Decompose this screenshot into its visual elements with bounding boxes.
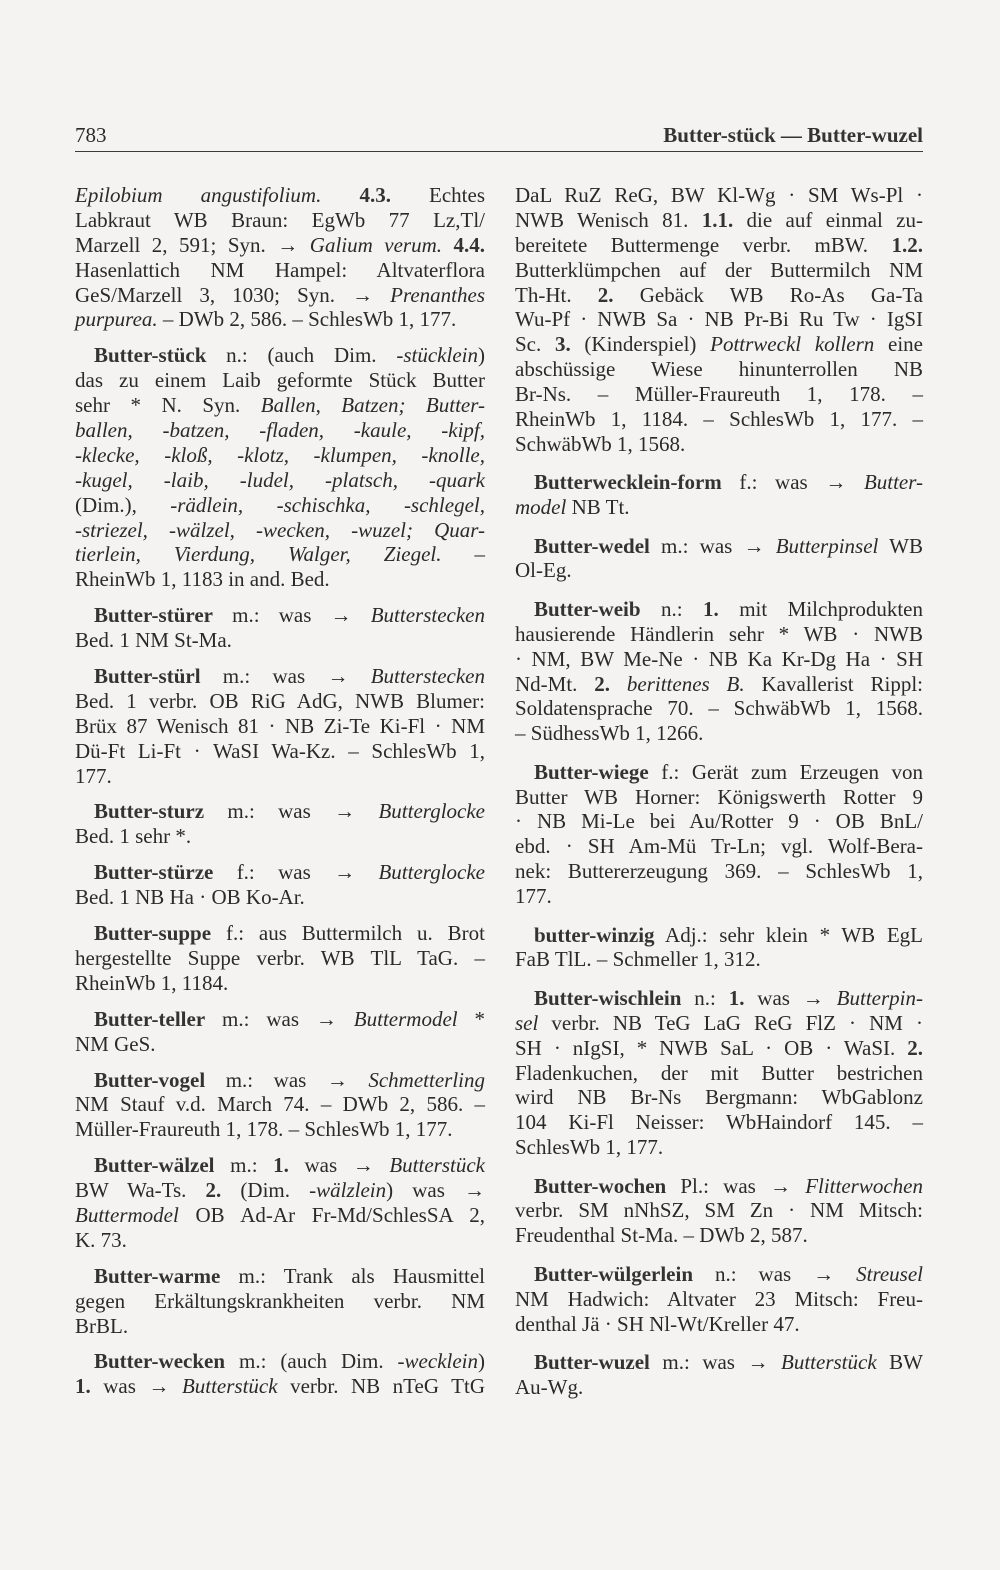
dictionary-entry (75, 1007, 485, 1057)
dictionary-entry (515, 1350, 923, 1400)
header-rule (75, 151, 923, 152)
text-line (75, 183, 485, 208)
italic-text: Butterstecken (370, 603, 485, 628)
text-line (515, 495, 923, 520)
text-line (515, 647, 923, 672)
text-run: m.: was → (649, 1349, 782, 1374)
headword: Butter-stürze (94, 860, 214, 885)
text-run: wird NB Br-Ns Bergmann: WbGablonz (515, 1085, 923, 1110)
text-line (75, 824, 485, 849)
italic-text: Butterglocke (378, 860, 485, 885)
text-line (75, 1032, 485, 1057)
italic-text: model (515, 495, 567, 520)
page-number: 783 (75, 123, 107, 147)
text-run: m.: (auch Dim. (225, 1349, 398, 1374)
text-line (75, 368, 485, 393)
sense-number: 1. (75, 1374, 91, 1399)
text-run: Freudenthal St-Ma. – DWb 2, 587. (515, 1223, 808, 1248)
text-line (75, 971, 485, 996)
text-line (75, 1068, 485, 1093)
running-head: Butter-stück — Butter-wuzel (663, 123, 923, 147)
text-line (75, 946, 485, 971)
text-line (515, 672, 923, 697)
dictionary-entry (515, 470, 923, 520)
italic-text: berittenes B. (626, 671, 745, 696)
text-run: mit Milchprodukten (718, 596, 923, 621)
text-line (75, 1349, 485, 1374)
text-run: f.: aus Buttermilch u. Brot (211, 921, 485, 946)
text-line (515, 1287, 923, 1312)
italic-text: tierlein, Vierdung, Walger, Ziegel. (75, 542, 442, 567)
text-run: denthal Jä · SH Nl-Wt/Kreller 47. (515, 1311, 800, 1336)
text-run: BW Wa-Ts. (75, 1178, 206, 1203)
sense-number: 2. (597, 282, 614, 307)
text-run: SH · nIgSI, * NWB SaL · OB · WaSI. (515, 1035, 908, 1060)
text-line (75, 885, 485, 910)
italic-text: Prenanthes (390, 282, 485, 307)
text-line (515, 432, 923, 457)
italic-text: Streusel (856, 1261, 923, 1286)
italic-text: ballen, -batzen, -fladen, -kaule, -kipf, (75, 418, 485, 443)
text-run: DaL RuZ ReG, BW Kl-Wg · SM Ws-Pl · (515, 183, 923, 207)
text-run: Butterklümpchen auf der Buttermilch NM (515, 257, 923, 282)
text-line (515, 785, 923, 810)
text-run: Fladenkuchen, der mit Butter bestrichen (515, 1060, 923, 1085)
italic-text: -stücklein (396, 343, 478, 368)
text-line (515, 986, 923, 1011)
dictionary-entry (75, 860, 485, 910)
text-line (515, 1061, 923, 1086)
text-line (75, 1264, 485, 1289)
text-line (515, 622, 923, 647)
text-line (515, 1312, 923, 1337)
text-run: Bed. 1 NB Ha · OB Ko-Ar. (75, 885, 305, 910)
text-run: Kavallerist Rippl: (744, 671, 923, 696)
text-line (515, 1011, 923, 1036)
text-run: m.: was → (200, 664, 371, 689)
text-line (515, 183, 923, 208)
italic-text: -klecke, -kloß, -klotz, -klumpen, -knolle, (75, 442, 485, 467)
text-run: was → (288, 1153, 390, 1178)
text-run: ) was → (386, 1178, 485, 1203)
text-line (515, 696, 923, 721)
dictionary-entry (515, 1262, 923, 1337)
text-line (75, 1314, 485, 1339)
dictionary-entry (515, 534, 923, 584)
text-line (515, 1350, 923, 1375)
headword: Butter-wischlein (534, 985, 682, 1010)
text-run: Th-Ht. (515, 282, 598, 307)
headword: Butter-stürer (94, 603, 213, 628)
text-run: n.: was → (693, 1261, 857, 1286)
text-line (75, 764, 485, 789)
text-line (515, 307, 923, 332)
text-line (75, 542, 485, 567)
text-run: m.: was → (649, 533, 776, 558)
text-run: f.: was → (213, 860, 379, 885)
italic-text: Flitterwochen (805, 1173, 923, 1198)
text-line (75, 518, 485, 543)
sense-number: 2. (205, 1178, 222, 1203)
headword: Butter-wülgerlein (534, 1261, 694, 1286)
text-run: RheinWb 1, 1184. – SchlesWb 1, 177. – (515, 407, 923, 432)
text-run: Gebäck WB Ro-As Ga-Ta (613, 282, 923, 307)
italic-text: Buttermodel (353, 1006, 458, 1031)
text-line (75, 307, 485, 332)
italic-text: Pottrweckl kollern (710, 332, 875, 357)
text-run: (Dim. (221, 1178, 310, 1203)
headword: Butter-vogel (94, 1067, 206, 1092)
text-run: · NM, BW Me-Ne · NB Ka Kr-Dg Ha · SH (515, 646, 923, 671)
text-line (515, 407, 923, 432)
text-run: ) (478, 1349, 485, 1374)
text-run: NM GeS. (75, 1031, 156, 1056)
text-run: f.: Gerät zum Erzeugen von (648, 759, 923, 784)
text-run: verbr. NB TeG LaG ReG FlZ · NM · (538, 1010, 923, 1035)
headword: Butterwecklein-form (534, 470, 722, 495)
text-run: Bed. 1 NM St-Ma. (75, 628, 232, 653)
text-run: sehr * N. Syn. (75, 393, 261, 418)
text-line (515, 208, 923, 233)
italic-text: -rädlein, -schischka, -schlegel, (170, 492, 485, 517)
headword: Butter-sturz (94, 799, 205, 824)
dictionary-entry (75, 1349, 485, 1399)
text-run: m.: was → (204, 799, 379, 824)
text-run: Müller-Fraureuth 1, 178. – SchlesWb 1, 177. (75, 1117, 453, 1142)
sense-number: 1.2. (891, 232, 923, 257)
text-run: m.: (214, 1153, 274, 1178)
dictionary-entry (75, 1068, 485, 1143)
italic-text: Butterstück (389, 1153, 485, 1178)
text-line (515, 1223, 923, 1248)
headword: Butter-wiege (534, 759, 649, 784)
italic-text: Butterstück (181, 1374, 278, 1399)
text-line (75, 1203, 485, 1228)
text-line (515, 258, 923, 283)
dictionary-entry (515, 1174, 923, 1249)
text-run: das zu einem Laib geformte Stück Butter (75, 368, 485, 393)
headword: Butter-wedel (534, 533, 650, 558)
text-run: WB (878, 533, 923, 558)
italic-text: -wälzlein (309, 1178, 387, 1203)
text-run: * (457, 1006, 485, 1031)
text-run: verbr. SM nNhSZ, SM Zn · NM Mitsch: (515, 1198, 923, 1223)
sense-number: 2. (907, 1035, 923, 1060)
text-run: Echtes (390, 183, 485, 207)
text-run: SchwäbWb 1, 1568. (515, 431, 686, 456)
dictionary-entry (75, 183, 485, 332)
text-run (442, 233, 454, 257)
text-line (75, 1374, 485, 1399)
text-run: Adj.: sehr klein * WB EgL (654, 922, 923, 947)
text-line (515, 597, 923, 622)
text-run: Brüx 87 Wenisch 81 · NB Zi-Te Ki-Fl · NM (75, 713, 485, 738)
text-run: f.: was → (721, 470, 864, 495)
headword: Butter-stück (94, 343, 207, 368)
text-run: K. 73. (75, 1227, 127, 1252)
text-line (75, 739, 485, 764)
italic-text: Butter- (863, 470, 923, 495)
text-line (515, 859, 923, 884)
text-line (75, 418, 485, 443)
text-run: 177. (75, 763, 112, 788)
text-line (75, 1178, 485, 1203)
sense-number: 4.4. (453, 232, 486, 257)
text-line (75, 689, 485, 714)
text-run: n.: (681, 985, 729, 1010)
italic-text: Schmetterling (368, 1067, 485, 1092)
text-line (515, 1036, 923, 1061)
italic-text: Butterstecken (370, 664, 485, 689)
text-line (515, 233, 923, 258)
text-run: Pl.: was → (666, 1173, 806, 1198)
text-run: m.: Trank als Hausmittel (220, 1263, 485, 1288)
text-line (75, 714, 485, 739)
text-run: m.: was → (205, 1006, 354, 1031)
sense-number: 1. (273, 1153, 289, 1178)
text-run: NWB Wenisch 81. (515, 207, 702, 232)
italic-text: -wecklein (397, 1349, 478, 1374)
dictionary-entry (75, 1153, 485, 1253)
text-run: ) (478, 343, 485, 368)
text-line (75, 468, 485, 493)
text-run: GeS/Marzell 3, 1030; Syn. → (75, 282, 391, 307)
text-run: RheinWb 1, 1184. (75, 970, 229, 995)
text-run: Au-Wg. (515, 1374, 584, 1399)
text-run: 104 Ki-Fl Neisser: WbHaindorf 145. – (515, 1110, 923, 1135)
text-run: RheinWb 1, 1183 in and. Bed. (75, 567, 330, 592)
sense-number: 1.1. (701, 207, 734, 232)
text-run: m.: was → (205, 1067, 369, 1092)
text-run: – SüdhessWb 1, 1266. (515, 721, 704, 746)
sense-number: 2. (594, 671, 611, 696)
text-run: Wu-Pf · NWB Sa · NB Pr-Bi Ru Tw · IgSI (515, 307, 923, 332)
text-line (75, 233, 485, 258)
headword: Butter-wälzel (94, 1153, 215, 1178)
headword: Butter-wuzel (534, 1349, 650, 1374)
text-run: Bed. 1 verbr. OB RiG AdG, NWB Blumer: (75, 688, 485, 713)
text-run: (Dim.), (75, 492, 171, 517)
text-run: Dü-Ft Li-Ft · WaSI Wa-Kz. – SchlesWb 1, (75, 738, 485, 763)
text-run: Butter WB Horner: Königswerth Rotter 9 (515, 784, 923, 809)
text-line (515, 1262, 923, 1287)
text-line (515, 1174, 923, 1199)
text-run: BrBL. (75, 1313, 129, 1338)
text-line (515, 809, 923, 834)
text-run: (Kinderspiel) (570, 332, 711, 357)
text-line (75, 567, 485, 592)
text-run: NB Tt. (566, 495, 630, 520)
text-run: verbr. NB nTeG TtG (277, 1374, 485, 1399)
text-run: BW (876, 1349, 924, 1374)
italic-text: sel (515, 1010, 539, 1035)
italic-text: Buttermodel (75, 1202, 179, 1227)
italic-text: -kugel, -laib, -ludel, -platsch, -quark (75, 467, 485, 492)
dictionary-entry (515, 923, 923, 973)
italic-text: Ballen, Batzen; Butter- (260, 393, 485, 418)
text-line (75, 664, 485, 689)
text-run: m.: was → (212, 603, 371, 628)
dictionary-entry (75, 664, 485, 788)
text-run: SchlesWb 1, 177. (515, 1135, 664, 1160)
sense-number: 1. (703, 596, 719, 621)
text-run: Soldatensprache 70. – SchwäbWb 1, 1568. (515, 696, 923, 721)
dictionary-entry (75, 799, 485, 849)
text-run: – DWb 2, 586. – SchlesWb 1, 177. (157, 307, 457, 332)
text-run (610, 672, 627, 696)
text-line (515, 923, 923, 948)
text-run: OB Ad-Ar Fr-Md/SchlesSA 2, (178, 1202, 485, 1227)
left-column (75, 183, 485, 1399)
text-run: 177. (515, 884, 552, 909)
text-line (515, 470, 923, 495)
text-run: NM Stauf v.d. March 74. – DWb 2, 586. – (75, 1092, 485, 1117)
text-run: was → (90, 1374, 182, 1399)
text-line (75, 493, 485, 518)
text-line (75, 921, 485, 946)
text-run: eine (874, 332, 923, 357)
italic-text: -striezel, -wälzel, -wecken, -wuzel; Quar- (75, 517, 485, 542)
text-run: – (441, 542, 486, 567)
text-line (515, 382, 923, 407)
text-run: abschüssige Wiese hinunterrollen NB (515, 357, 923, 382)
text-line (75, 343, 485, 368)
headword: Butter-wochen (534, 1173, 667, 1198)
italic-text: Butterpin- (836, 985, 923, 1010)
text-run: hergestellte Suppe verbr. WB TlL TaG. – (75, 945, 485, 970)
text-line (515, 1375, 923, 1400)
text-line (515, 283, 923, 308)
sense-number: 4.3. (359, 183, 391, 207)
text-run: die auf einmal zu- (733, 207, 923, 232)
text-line (75, 443, 485, 468)
text-run: Sc. (515, 332, 555, 357)
text-line (75, 1228, 485, 1253)
text-line (75, 1289, 485, 1314)
text-line (75, 1153, 485, 1178)
dictionary-entry (75, 1264, 485, 1339)
text-run: Br-Ns. – Müller-Fraureuth 1, 178. – (515, 382, 923, 407)
italic-text: Epilobium angustifolium. (75, 183, 322, 207)
text-line (75, 799, 485, 824)
dictionary-entry (515, 183, 923, 457)
text-line (515, 357, 923, 382)
text-run: was → (744, 985, 837, 1010)
text-run: Ol-Eg. (515, 558, 572, 583)
right-column (515, 183, 923, 1400)
dictionary-entry (75, 921, 485, 996)
headword: Butter-teller (94, 1006, 206, 1031)
page-header (75, 121, 923, 149)
text-run: Hasenlattich NM Hampel: Altvaterflora (75, 257, 485, 282)
text-line (75, 1007, 485, 1032)
headword: Butter-warme (94, 1263, 221, 1288)
italic-text: Butterpinsel (775, 533, 879, 558)
italic-text: Butterglocke (378, 799, 485, 824)
text-line (75, 603, 485, 628)
text-run: hausierende Händlerin sehr * WB · NWB (515, 621, 923, 646)
headword: Butter-wecken (94, 1349, 226, 1374)
dictionary-entry (515, 597, 923, 746)
text-run: FaB TlL. – Schmeller 1, 312. (515, 947, 761, 972)
sense-number: 1. (728, 985, 745, 1010)
dictionary-entry (75, 343, 485, 592)
text-run: · NB Mi-Le bei Au/Rotter 9 · OB BnL/ (515, 809, 923, 834)
text-line (75, 283, 485, 308)
text-run: ebd. · SH Am-Mü Tr-Ln; vgl. Wolf-Bera- (515, 834, 923, 859)
text-run: NM Hadwich: Altvater 23 Mitsch: Freu- (515, 1286, 923, 1311)
text-line (515, 947, 923, 972)
text-line (515, 834, 923, 859)
text-line (515, 1198, 923, 1223)
text-run: gegen Erkältungskrankheiten verbr. NM (75, 1288, 485, 1313)
italic-text: Butterstück (781, 1349, 877, 1374)
text-run: Nd-Mt. (515, 671, 595, 696)
headword: Butter-stürl (94, 664, 201, 689)
text-line (75, 1117, 485, 1142)
text-run (321, 183, 359, 207)
text-line (515, 721, 923, 746)
text-run: Labkraut WB Braun: EgWb 77 Lz,Tl/ (75, 207, 485, 232)
text-line (515, 332, 923, 357)
text-run: Marzell 2, 591; Syn. → (75, 232, 310, 257)
text-line (515, 1135, 923, 1160)
text-line (75, 258, 485, 283)
sense-number: 3. (554, 332, 571, 357)
text-line (515, 534, 923, 559)
text-line (515, 1110, 923, 1135)
dictionary-entry (75, 603, 485, 653)
text-line (515, 1085, 923, 1110)
text-run: Bed. 1 sehr *. (75, 824, 192, 849)
dictionary-entry (515, 986, 923, 1160)
text-line (515, 558, 923, 583)
text-line (515, 760, 923, 785)
text-line (75, 1092, 485, 1117)
text-line (75, 628, 485, 653)
text-line (515, 884, 923, 909)
text-line (75, 208, 485, 233)
text-line (75, 860, 485, 885)
italic-text: purpurea. (75, 307, 158, 332)
headword: Butter-weib (534, 596, 641, 621)
dictionary-entry (515, 760, 923, 909)
headword: Butter-suppe (94, 921, 212, 946)
text-run: n.: (640, 596, 704, 621)
text-run: bereitete Buttermenge verbr. mBW. (515, 232, 892, 257)
italic-text: Galium verum. (309, 232, 443, 257)
text-run: n.: (auch Dim. (206, 343, 397, 368)
text-line (75, 393, 485, 418)
headword: butter-winzig (534, 922, 655, 947)
text-run: nek: Buttererzeugung 369. – SchlesWb 1, (515, 859, 923, 884)
